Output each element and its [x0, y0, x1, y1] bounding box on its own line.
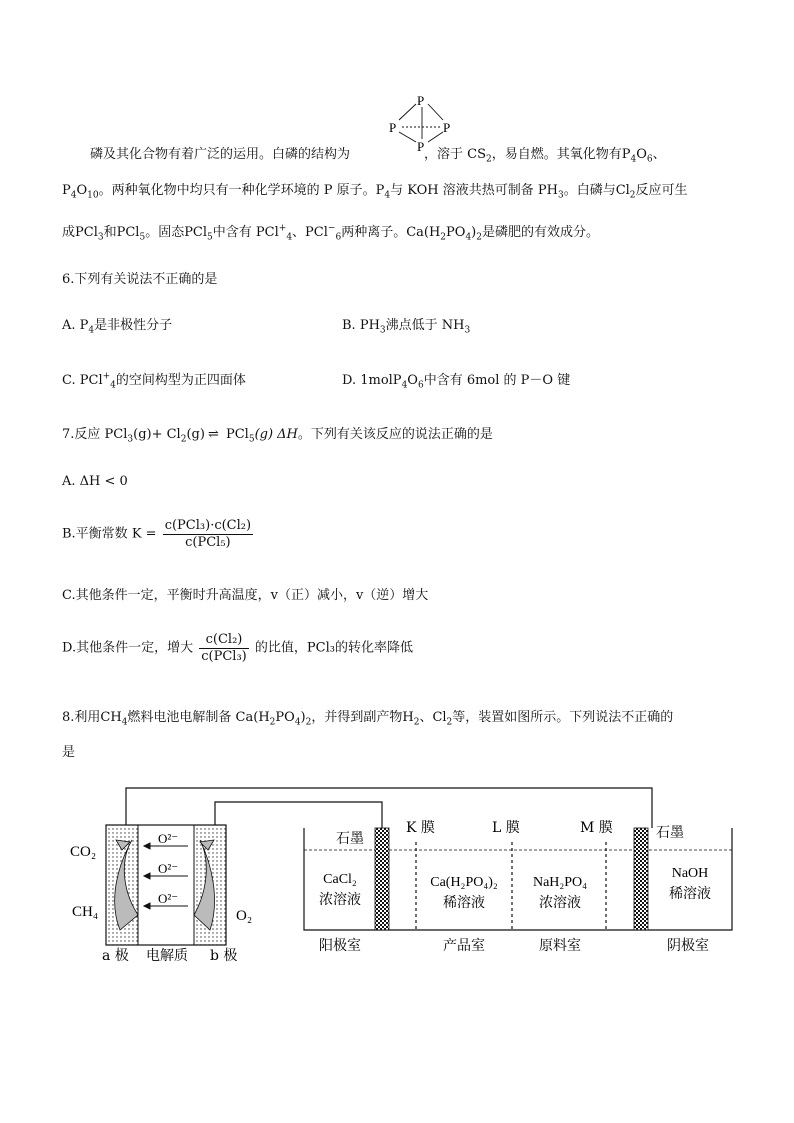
ch4-label: CH₄: [72, 904, 99, 920]
p-atom-top: P: [417, 93, 425, 108]
graphite-right-label: 石墨: [656, 825, 684, 841]
q7-stem: 7.反应 $PCl_3(g)+ Cl_2(g)$ ⇌ PCl$_5$(g) ΔH。下列有关该反应的说法正确的是: [62, 427, 493, 445]
o2-ion-label-1: O²⁻: [158, 831, 179, 846]
q7-option-c[interactable]: C.其他条件一定，平衡时升高温度，v（正）减小，v（逆）增大: [62, 588, 429, 603]
graphite-anode: [375, 828, 389, 930]
q8-stem-line-1: 8.利用$CH_4$燃料电池电解制备 $Ca(H_2PO_4)_2$，并得到副产物$H_2$、$Cl_2$等，装置如图所示。下列说法不正确的: [62, 710, 674, 728]
p-atom-right: P: [443, 120, 451, 135]
anode-room-label: 阳极室: [319, 938, 361, 954]
equilibrium-arrow: ⇌: [207, 427, 219, 442]
p-atom-bottom: P: [417, 139, 425, 154]
q6-option-b[interactable]: B. $PH_3$沸点低于 $NH_3$: [342, 318, 471, 336]
q6-option-a[interactable]: A. $P_4$是非极性分子: [62, 318, 173, 336]
q6-option-c[interactable]: C. PCl+$_4$的空间构型为正四面体: [62, 371, 246, 391]
raw-solution-desc: 浓溶液: [539, 895, 581, 911]
cathode-solution-formula: NaOH: [671, 866, 709, 881]
electrolysis-apparatus-diagram: [60, 780, 740, 965]
ratio-fraction: $\frac{\text{c(Cl₂)}}{\text{c(PCl₃)}}$: [201, 632, 247, 664]
product-room-label: 产品室: [443, 938, 485, 954]
graphite-cathode: [634, 828, 648, 930]
electrolysis-tank: [304, 828, 732, 930]
white-phosphorus-structure: [386, 92, 466, 154]
o2-ion-label-2: O²⁻: [158, 861, 179, 876]
o2-label: O₂: [236, 908, 253, 924]
q8-stem-line-2: 是: [62, 745, 76, 760]
product-solution-desc: 稀溶液: [443, 895, 485, 911]
product-solution-formula: Ca(H₂PO₄)₂: [430, 875, 498, 890]
l-membrane-label: L 膜: [492, 820, 520, 836]
p-atom-left: P: [389, 120, 397, 135]
graphite-left-label: 石墨: [336, 831, 364, 847]
intro-line-3: 成PCl$_3$和PCl$_5$。固态PCl$_5$中含有 PCl+$_4$、PCl−$_6$两种离子。$Ca(H_2PO_4)_2$是磷肥的有效成分。: [62, 223, 599, 243]
raw-solution-formula: NaH₂PO₄: [532, 875, 588, 890]
cathode-room-label: 阴极室: [667, 938, 709, 954]
co2-label: CO₂: [70, 844, 97, 860]
anode-solution-desc: 浓溶液: [319, 892, 361, 908]
k-membrane-label: K 膜: [406, 820, 435, 836]
intro-line-1: 磷及其化合物有着广泛的运用。白磷的结构为 ，溶于 $CS_2$，易自燃。其氧化物有$P_4O_6$、: [90, 147, 666, 165]
electrolyte-label: 电解质: [146, 948, 188, 964]
o2-ion-label-3: O²⁻: [158, 891, 179, 906]
b-pole-label: b 极: [210, 948, 238, 964]
anode-solution-formula: CaCl₂: [323, 872, 357, 887]
external-wires: [126, 788, 652, 828]
q6-option-d[interactable]: D. $1molP_4O_6$中含有 6mol 的 P－O 键: [342, 373, 571, 391]
fuel-cell: [106, 825, 226, 945]
m-membrane-label: M 膜: [580, 820, 613, 836]
equilibrium-constant-fraction: $\frac{\text{c(PCl₃)·c(Cl₂)}}{\text{c(PCl₅)}}$: [164, 518, 252, 550]
intro-line-2: $P_4O_{10}$。两种氧化物中均只有一种化学环境的 P 原子。$P_4$与 KOH 溶液共热可制备 $PH_3$。白磷与$Cl_2$反应可生: [62, 183, 688, 201]
raw-room-label: 原料室: [539, 938, 581, 954]
q7-option-a[interactable]: A. ΔH < 0: [62, 474, 128, 489]
q7-option-b[interactable]: B.平衡常数 K = $\frac{\text{c(PCl₃)·c(Cl₂)}}{\text{c(PCl₅)}}$: [62, 518, 252, 550]
cathode-solution-desc: 稀溶液: [669, 886, 711, 902]
a-pole-label: a 极: [102, 948, 129, 964]
q6-stem: 6.下列有关说法不正确的是: [62, 272, 218, 287]
q7-option-d[interactable]: D.其他条件一定，增大 $\frac{\text{c(Cl₂)}}{\text{c(PCl₃)}}$ 的比值，PCl₃的转化率降低: [62, 632, 413, 664]
